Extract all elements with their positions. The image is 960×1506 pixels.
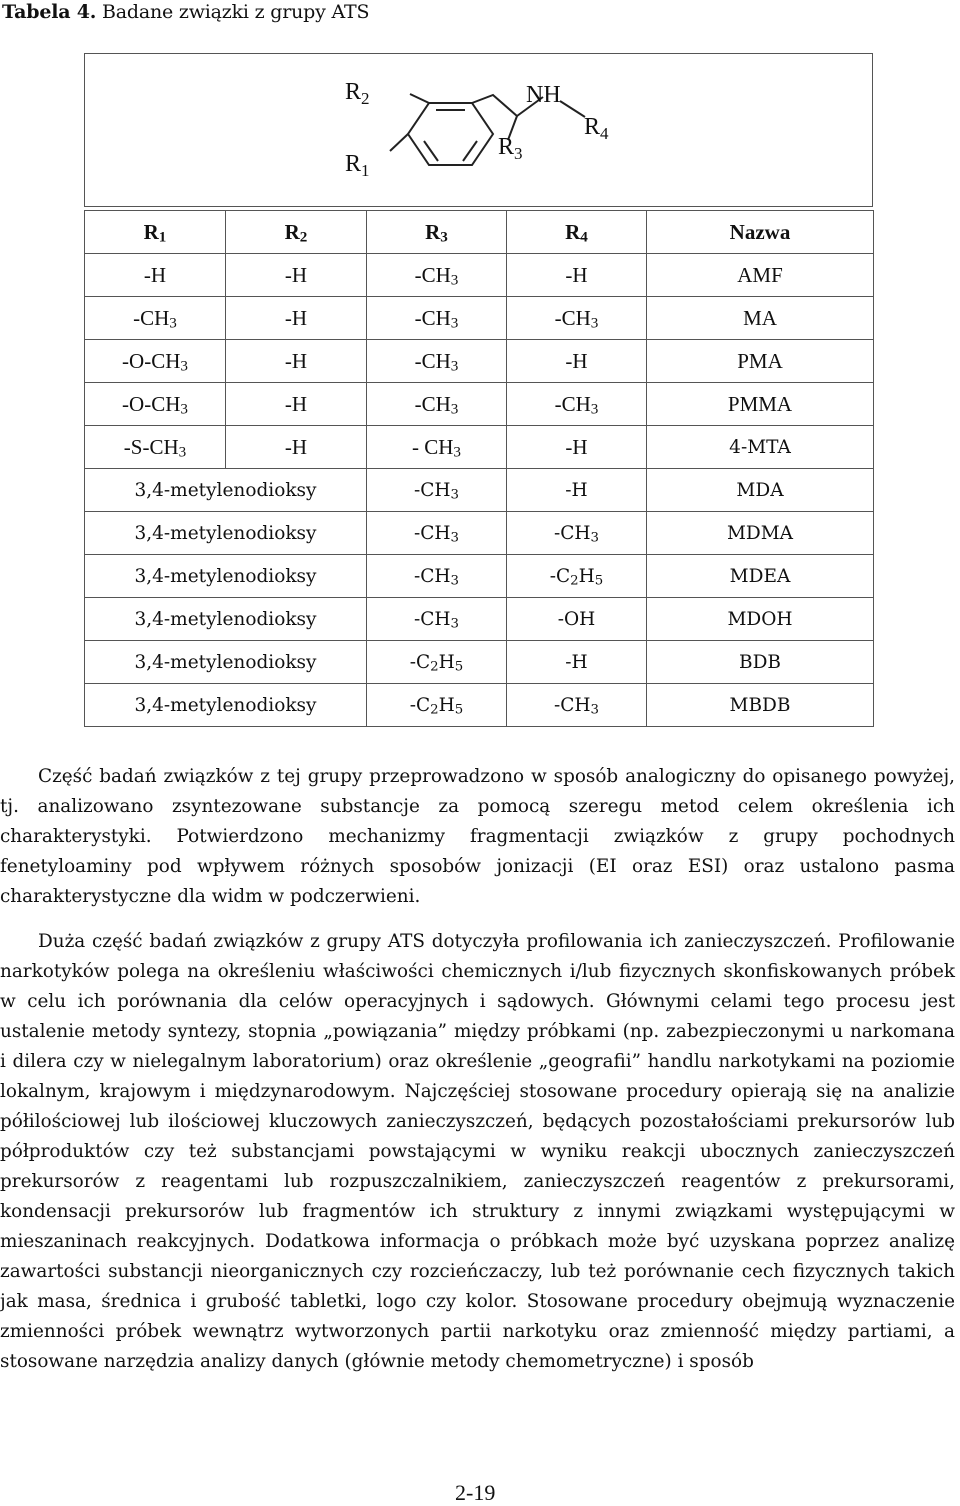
r3-label: $R_3$ [498,134,523,163]
cell-r3: $-CH_3$ [367,340,507,383]
cell-name: MDMA [647,512,874,555]
table-row [85,555,874,598]
header-r2: $R_2$ [226,211,367,254]
cell-r4: -H [507,340,647,383]
paragraph: Część badań związków z tej grupy przeprowadzono w sposób analogiczny do opisanego powyżej, tj. analizowano zsyntezowane substancje za pomocą szeregu metod celem określenia ich charakterystyki. Potwierdzono mechanizmy fragmentacji związków z grupy pochodnych fenetyloaminy pod wpływem różnych sposobów jonizacji (EI oraz ESI) oraz ustalono pasma charakterystyczne dla widm w podczerwieni. [0,766,955,907]
r1-label: $R_1$ [345,151,370,180]
table-row [85,469,874,512]
cell-r4: $-C_2H_5$ [507,555,647,598]
r1-bond [390,134,408,151]
r4-label: $R_4$ [584,114,609,143]
r2-label: $R_2$ [345,79,370,108]
cell-r3: $-CH_3$ [367,555,507,598]
cell-r4: -H [507,469,647,512]
cell-r1-r2: 3,4-metylenodioksy [85,684,367,727]
table-row [85,641,874,684]
cell-r4: -H [507,641,647,684]
table-header-row [85,211,874,254]
cell-r4: -H [507,254,647,297]
cell-r1: $-O-CH_3$ [85,340,226,383]
cell-r2: -H [226,426,367,469]
cell-r3: $-C_2H_5$ [367,684,507,727]
cell-r4: -OH [507,598,647,641]
cell-r4: $-CH_3$ [507,297,647,340]
phenethylamine-structure-diagram [85,54,872,206]
cell-r1: $-CH_3$ [85,297,226,340]
cell-name: PMA [647,340,874,383]
table-row [85,598,874,641]
cell-r2: -H [226,340,367,383]
cell-r1-r2: 3,4-metylenodioksy [85,555,367,598]
cell-r3: $-CH_3$ [367,254,507,297]
table-row [85,684,874,727]
table-row [85,383,874,426]
cell-name: MDEA [647,555,874,598]
cell-r3: $-CH_3$ [367,512,507,555]
r2-bond [410,94,429,103]
header-r1: $R_1$ [85,211,226,254]
cell-r4: -H [507,426,647,469]
cell-r1: $-S-CH_3$ [85,426,226,469]
cell-r1-r2: 3,4-metylenodioksy [85,469,367,512]
table-row [85,426,874,469]
cell-name: MDOH [647,598,874,641]
table-row [85,254,874,297]
cell-r3: $-CH_3$ [367,598,507,641]
cell-r1-r2: 3,4-metylenodioksy [85,641,367,684]
cell-r1-r2: 3,4-metylenodioksy [85,512,367,555]
page-number: 2-19 [455,1480,496,1505]
cell-r2: -H [226,254,367,297]
cell-name: 4-MTA [647,426,874,469]
cell-name: PMMA [647,383,874,426]
cell-r2: -H [226,297,367,340]
compounds-table [84,210,874,727]
cell-name: MBDB [647,684,874,727]
header-r4: $R_4$ [507,211,647,254]
body-text [0,762,955,1377]
cell-name: MDA [647,469,874,512]
cell-r3: - $CH_3$ [367,426,507,469]
cell-name: AMF [647,254,874,297]
cell-r1: -H [85,254,226,297]
cell-r2: -H [226,383,367,426]
cell-r1: $-O-CH_3$ [85,383,226,426]
caption-title: Badane związki z grupy ATS [102,1,370,23]
table-row [85,340,874,383]
cell-r1-r2: 3,4-metylenodioksy [85,598,367,641]
table-caption [2,1,369,23]
ring-double-bond-right [463,141,477,161]
table-row [85,297,874,340]
cell-r3: $-CH_3$ [367,469,507,512]
structure-figure [84,53,873,207]
header-r3: $R_3$ [367,211,507,254]
cell-name: BDB [647,641,874,684]
nh-label: NH [526,82,561,108]
benzene-ring [408,103,493,165]
cell-r3: $-CH_3$ [367,297,507,340]
cell-r4: $-CH_3$ [507,512,647,555]
n-r4-bond [560,101,585,117]
cell-r4: $-CH_3$ [507,684,647,727]
header-nazwa: Nazwa [647,211,874,254]
cell-name: MA [647,297,874,340]
paragraph: Duża część badań związków z grupy ATS dotyczyła profilowania ich zanieczyszczeń. Profilowanie narkotyków polega na określeniu właściwości chemicznych i/lub fizycznych skonfiskowanych próbek w celu ich porównania dla celów operacyjnych i sądowych. Głównymi celami tego procesu jest ustalenie metody syntezy, stopnia „powiązania” między próbkami (np. zabezpieczonymi u narkomana i dilera czy w nielegalnym laboratorium) oraz określenie „geografii” handlu narkotykami na poziomie lokalnym, krajowym i międzynarodowym. Najczęściej stosowane procedury opierają się na analizie półilościowej lub ilościowej kluczowych zanieczyszczeń, będących pozostałościami prekursorów lub półproduktów czy też substancjami powstającymi w wyniku reakcji ubocznych zanieczyszczeń prekursorów z reagentami lub rozpuszczalnikiem, zanieczyszczeń reagentów z prekursorami, kondensacji prekursorów lub fragmentów ich struktury z innymi związkami występującymi w mieszaninach reakcyjnych. Dodatkowa informacja o próbkach może być uzyskana poprzez analizę zawartości substancji nieorganicznych czy rozcieńczaczy, lub też porównanie cech fizycznych takich jak masa, średnica i grubość tabletki, logo czy kolor. Stosowane procedury obejmują wyznaczenie zmienności próbek wewnątrz wytworzonych partii narkotyku oraz zmienność między partiami, a stosowane narzędzia analizy danych (głównie metody chemometryczne) i sposób [0,931,955,1372]
cell-r3: $-CH_3$ [367,383,507,426]
caption-label: Tabela 4. [2,1,97,23]
cell-r4: $-CH_3$ [507,383,647,426]
cell-r3: $-C_2H_5$ [367,641,507,684]
table-row [85,512,874,555]
ring-double-bond-left [424,141,438,161]
